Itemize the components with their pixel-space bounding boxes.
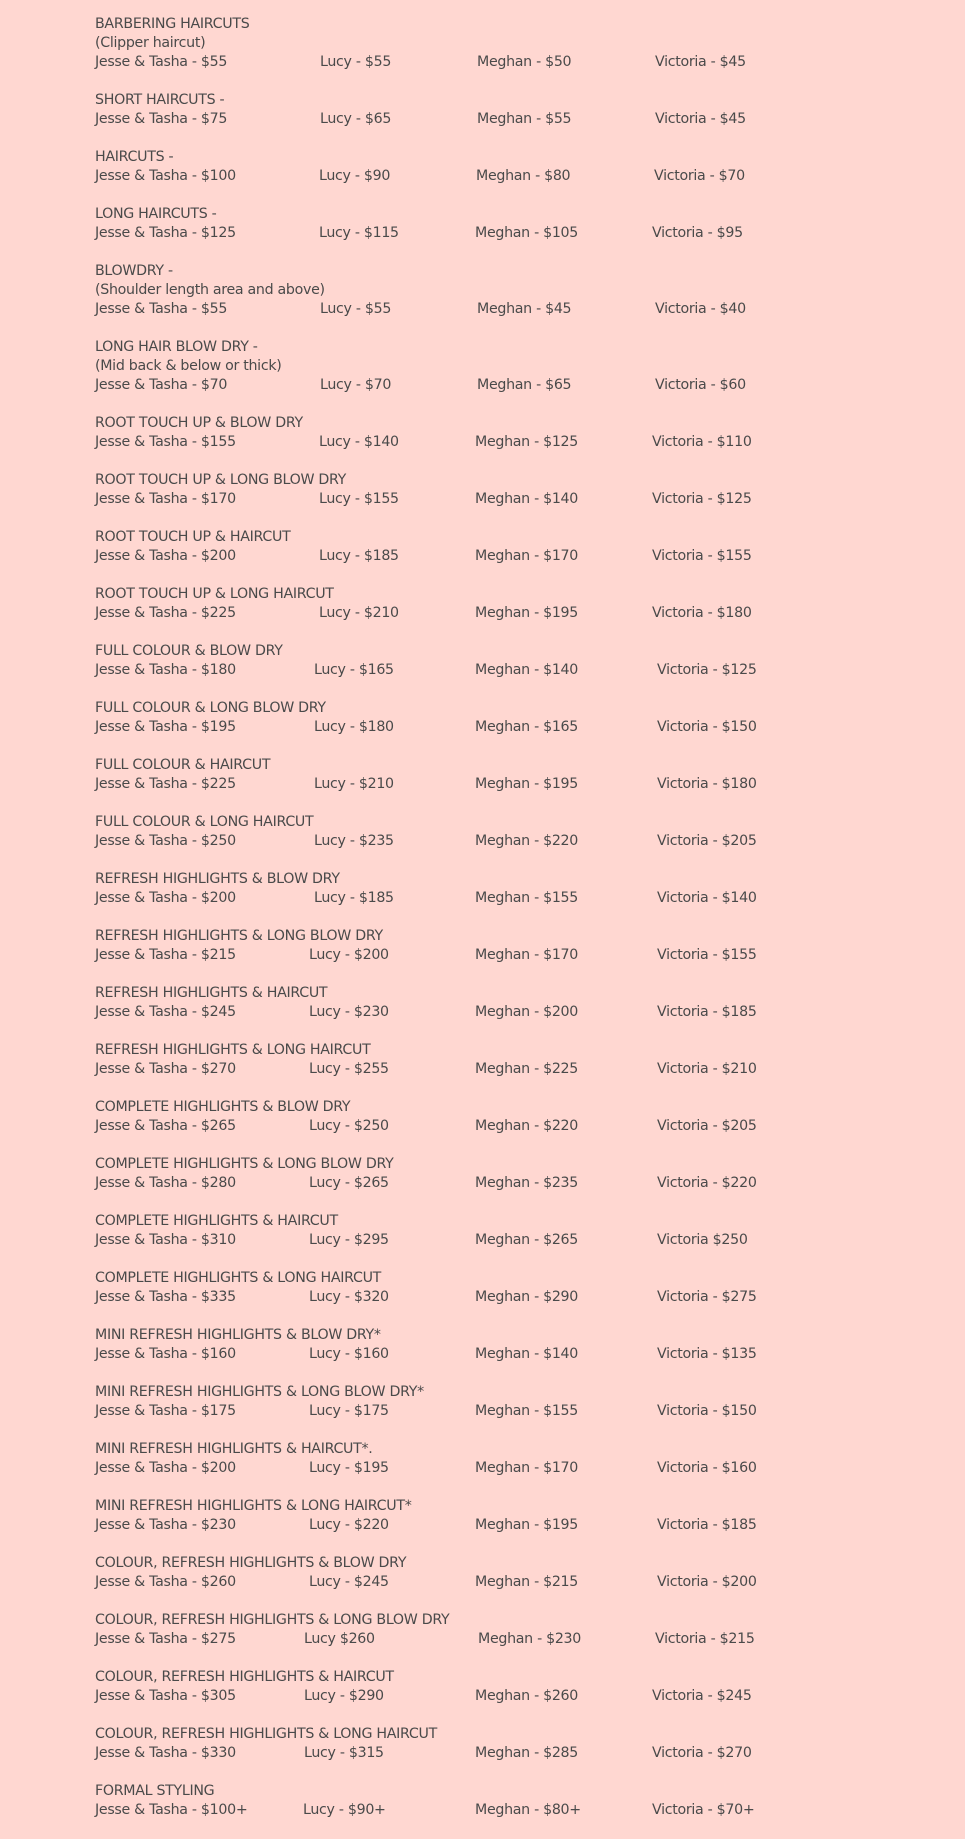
service-item <box>95 1440 955 1497</box>
price-row <box>95 718 955 737</box>
price-row <box>95 1687 955 1706</box>
price-row <box>95 1345 955 1364</box>
price-row <box>95 547 955 566</box>
service-note: (Shoulder length area and above) <box>95 282 325 298</box>
service-item <box>95 1212 955 1269</box>
price-jesse-tasha: Jesse & Tasha - $195 <box>95 719 236 735</box>
price-row <box>95 433 955 452</box>
service-item <box>95 1383 955 1440</box>
price-meghan: Meghan - $125 <box>475 434 578 450</box>
price-victoria: Victoria - $125 <box>652 491 752 507</box>
price-jesse-tasha: Jesse & Tasha - $125 <box>95 225 236 241</box>
service-item <box>95 1326 955 1383</box>
service-name: REFRESH HIGHLIGHTS & BLOW DRY <box>95 871 340 887</box>
service-item <box>95 414 955 471</box>
service-name: FULL COLOUR & BLOW DRY <box>95 643 283 659</box>
price-meghan: Meghan - $230 <box>478 1631 581 1647</box>
price-meghan: Meghan - $80 <box>476 168 571 184</box>
price-lucy: Lucy - $295 <box>309 1232 389 1248</box>
price-row <box>95 1459 955 1478</box>
price-victoria: Victoria - $215 <box>655 1631 755 1647</box>
price-row <box>95 946 955 965</box>
service-item <box>95 1554 955 1611</box>
service-item <box>95 585 955 642</box>
price-meghan: Meghan - $285 <box>475 1745 578 1761</box>
price-victoria: Victoria - $110 <box>652 434 752 450</box>
price-row <box>95 1231 955 1250</box>
service-item <box>95 1611 955 1668</box>
price-meghan: Meghan - $200 <box>475 1004 578 1020</box>
price-lucy: Lucy - $155 <box>319 491 399 507</box>
price-row <box>95 1174 955 1193</box>
price-lucy: Lucy - $65 <box>320 111 392 127</box>
price-lucy: Lucy - $245 <box>309 1574 389 1590</box>
price-victoria: Victoria - $180 <box>652 605 752 621</box>
price-jesse-tasha: Jesse & Tasha - $305 <box>95 1688 236 1704</box>
service-name: BARBERING HAIRCUTS <box>95 16 250 32</box>
price-row <box>95 1060 955 1079</box>
price-jesse-tasha: Jesse & Tasha - $170 <box>95 491 236 507</box>
service-item <box>95 1725 955 1782</box>
price-jesse-tasha: Jesse & Tasha - $280 <box>95 1175 236 1191</box>
price-jesse-tasha: Jesse & Tasha - $245 <box>95 1004 236 1020</box>
service-item <box>95 1269 955 1326</box>
price-meghan: Meghan - $45 <box>477 301 572 317</box>
price-lucy: Lucy - $175 <box>309 1403 389 1419</box>
price-victoria: Victoria - $60 <box>655 377 746 393</box>
service-name: COLOUR, REFRESH HIGHLIGHTS & LONG BLOW DRY <box>95 1612 450 1628</box>
service-name: COLOUR, REFRESH HIGHLIGHTS & HAIRCUT <box>95 1669 394 1685</box>
price-victoria: Victoria - $70 <box>654 168 745 184</box>
price-victoria: Victoria - $200 <box>657 1574 757 1590</box>
price-row <box>95 1402 955 1421</box>
service-item <box>95 205 955 262</box>
price-lucy: Lucy - $90+ <box>303 1802 386 1818</box>
service-item <box>95 1098 955 1155</box>
price-victoria: Victoria - $95 <box>652 225 743 241</box>
price-victoria: Victoria - $40 <box>655 301 746 317</box>
price-victoria: Victoria - $185 <box>657 1004 757 1020</box>
price-row <box>95 110 955 129</box>
price-lucy: Lucy - $235 <box>314 833 394 849</box>
price-lucy: Lucy - $320 <box>309 1289 389 1305</box>
service-name: ROOT TOUCH UP & HAIRCUT <box>95 529 291 545</box>
service-note: (Clipper haircut) <box>95 35 206 51</box>
price-jesse-tasha: Jesse & Tasha - $230 <box>95 1517 236 1533</box>
service-name: LONG HAIR BLOW DRY - <box>95 339 258 355</box>
price-victoria: Victoria - $185 <box>657 1517 757 1533</box>
price-meghan: Meghan - $225 <box>475 1061 578 1077</box>
price-jesse-tasha: Jesse & Tasha - $310 <box>95 1232 236 1248</box>
service-name: COMPLETE HIGHLIGHTS & BLOW DRY <box>95 1099 351 1115</box>
price-lucy: Lucy - $290 <box>304 1688 384 1704</box>
price-meghan: Meghan - $170 <box>475 947 578 963</box>
price-meghan: Meghan - $260 <box>475 1688 578 1704</box>
service-name: FORMAL STYLING <box>95 1783 215 1799</box>
price-meghan: Meghan - $195 <box>475 1517 578 1533</box>
service-name: MINI REFRESH HIGHLIGHTS & LONG BLOW DRY* <box>95 1384 424 1400</box>
price-jesse-tasha: Jesse & Tasha - $200 <box>95 890 236 906</box>
price-victoria: Victoria - $140 <box>657 890 757 906</box>
price-jesse-tasha: Jesse & Tasha - $75 <box>95 111 228 127</box>
price-meghan: Meghan - $195 <box>475 605 578 621</box>
price-lucy: Lucy - $200 <box>309 947 389 963</box>
price-victoria: Victoria - $150 <box>657 719 757 735</box>
service-name: REFRESH HIGHLIGHTS & LONG HAIRCUT <box>95 1042 371 1058</box>
price-victoria: Victoria - $205 <box>657 833 757 849</box>
service-name: BLOWDRY - <box>95 263 173 279</box>
price-lucy: Lucy - $210 <box>314 776 394 792</box>
price-jesse-tasha: Jesse & Tasha - $270 <box>95 1061 236 1077</box>
price-meghan: Meghan - $65 <box>477 377 572 393</box>
price-jesse-tasha: Jesse & Tasha - $330 <box>95 1745 236 1761</box>
price-meghan: Meghan - $140 <box>475 662 578 678</box>
price-lucy: Lucy - $165 <box>314 662 394 678</box>
price-meghan: Meghan - $140 <box>475 1346 578 1362</box>
price-row <box>95 1630 955 1649</box>
price-row <box>95 376 955 395</box>
price-meghan: Meghan - $290 <box>475 1289 578 1305</box>
price-victoria: Victoria - $245 <box>652 1688 752 1704</box>
price-victoria: Victoria - $70+ <box>652 1802 755 1818</box>
price-meghan: Meghan - $170 <box>475 548 578 564</box>
price-lucy: Lucy - $315 <box>304 1745 384 1761</box>
price-row <box>95 1801 955 1820</box>
service-item <box>95 1782 955 1839</box>
price-jesse-tasha: Jesse & Tasha - $160 <box>95 1346 236 1362</box>
price-lucy: Lucy - $265 <box>309 1175 389 1191</box>
price-meghan: Meghan - $50 <box>477 54 572 70</box>
service-name: MINI REFRESH HIGHLIGHTS & LONG HAIRCUT* <box>95 1498 412 1514</box>
service-name: ROOT TOUCH UP & BLOW DRY <box>95 415 303 431</box>
service-item <box>95 1041 955 1098</box>
service-name: COMPLETE HIGHLIGHTS & LONG BLOW DRY <box>95 1156 394 1172</box>
service-item <box>95 15 955 91</box>
price-jesse-tasha: Jesse & Tasha - $225 <box>95 605 236 621</box>
price-row <box>95 1003 955 1022</box>
service-item <box>95 91 955 148</box>
service-item <box>95 699 955 756</box>
price-meghan: Meghan - $80+ <box>475 1802 581 1818</box>
service-item <box>95 338 955 414</box>
price-row <box>95 300 955 319</box>
price-meghan: Meghan - $155 <box>475 1403 578 1419</box>
price-row <box>95 1288 955 1307</box>
service-name: REFRESH HIGHLIGHTS & HAIRCUT <box>95 985 328 1001</box>
service-item <box>95 148 955 205</box>
price-jesse-tasha: Jesse & Tasha - $260 <box>95 1574 236 1590</box>
service-item <box>95 642 955 699</box>
price-row <box>95 1117 955 1136</box>
price-victoria: Victoria - $270 <box>652 1745 752 1761</box>
service-name: COMPLETE HIGHLIGHTS & HAIRCUT <box>95 1213 338 1229</box>
service-item <box>95 1668 955 1725</box>
price-jesse-tasha: Jesse & Tasha - $225 <box>95 776 236 792</box>
price-meghan: Meghan - $265 <box>475 1232 578 1248</box>
price-lucy: Lucy - $185 <box>314 890 394 906</box>
price-jesse-tasha: Jesse & Tasha - $265 <box>95 1118 236 1134</box>
service-name: COLOUR, REFRESH HIGHLIGHTS & LONG HAIRCUT <box>95 1726 437 1742</box>
price-victoria: Victoria - $220 <box>657 1175 757 1191</box>
service-name: COLOUR, REFRESH HIGHLIGHTS & BLOW DRY <box>95 1555 407 1571</box>
price-lucy: Lucy - $70 <box>320 377 392 393</box>
price-lucy: Lucy - $230 <box>309 1004 389 1020</box>
price-meghan: Meghan - $220 <box>475 833 578 849</box>
price-victoria: Victoria $250 <box>657 1232 748 1248</box>
service-name: MINI REFRESH HIGHLIGHTS & BLOW DRY* <box>95 1327 381 1343</box>
price-victoria: Victoria - $180 <box>657 776 757 792</box>
service-name: SHORT HAIRCUTS - <box>95 92 225 108</box>
price-lucy: Lucy - $220 <box>309 1517 389 1533</box>
price-row <box>95 490 955 509</box>
price-list <box>95 15 955 1839</box>
service-name: REFRESH HIGHLIGHTS & LONG BLOW DRY <box>95 928 383 944</box>
service-name: LONG HAIRCUTS - <box>95 206 217 222</box>
price-jesse-tasha: Jesse & Tasha - $200 <box>95 1460 236 1476</box>
price-victoria: Victoria - $205 <box>657 1118 757 1134</box>
price-lucy: Lucy $260 <box>304 1631 375 1647</box>
price-jesse-tasha: Jesse & Tasha - $70 <box>95 377 228 393</box>
price-victoria: Victoria - $275 <box>657 1289 757 1305</box>
price-row <box>95 889 955 908</box>
price-victoria: Victoria - $155 <box>657 947 757 963</box>
price-row <box>95 1516 955 1535</box>
price-jesse-tasha: Jesse & Tasha - $100 <box>95 168 236 184</box>
price-lucy: Lucy - $250 <box>309 1118 389 1134</box>
price-meghan: Meghan - $165 <box>475 719 578 735</box>
service-item <box>95 870 955 927</box>
price-meghan: Meghan - $215 <box>475 1574 578 1590</box>
service-item <box>95 262 955 338</box>
price-lucy: Lucy - $210 <box>319 605 399 621</box>
price-meghan: Meghan - $140 <box>475 491 578 507</box>
price-row <box>95 167 955 186</box>
price-victoria: Victoria - $45 <box>655 54 746 70</box>
price-row <box>95 604 955 623</box>
price-jesse-tasha: Jesse & Tasha - $55 <box>95 54 228 70</box>
price-row <box>95 1744 955 1763</box>
price-lucy: Lucy - $160 <box>309 1346 389 1362</box>
price-jesse-tasha: Jesse & Tasha - $100+ <box>95 1802 248 1818</box>
price-row <box>95 832 955 851</box>
price-jesse-tasha: Jesse & Tasha - $175 <box>95 1403 236 1419</box>
service-item <box>95 813 955 870</box>
price-row <box>95 224 955 243</box>
price-victoria: Victoria - $45 <box>655 111 746 127</box>
price-victoria: Victoria - $150 <box>657 1403 757 1419</box>
service-name: FULL COLOUR & HAIRCUT <box>95 757 271 773</box>
service-name: COMPLETE HIGHLIGHTS & LONG HAIRCUT <box>95 1270 382 1286</box>
price-jesse-tasha: Jesse & Tasha - $180 <box>95 662 236 678</box>
price-lucy: Lucy - $185 <box>319 548 399 564</box>
price-row <box>95 775 955 794</box>
service-item <box>95 984 955 1041</box>
price-victoria: Victoria - $210 <box>657 1061 757 1077</box>
price-row <box>95 53 955 72</box>
price-jesse-tasha: Jesse & Tasha - $215 <box>95 947 236 963</box>
service-name: FULL COLOUR & LONG BLOW DRY <box>95 700 326 716</box>
price-meghan: Meghan - $235 <box>475 1175 578 1191</box>
service-name: HAIRCUTS - <box>95 149 174 165</box>
price-lucy: Lucy - $55 <box>320 54 392 70</box>
service-item <box>95 1155 955 1212</box>
price-jesse-tasha: Jesse & Tasha - $155 <box>95 434 236 450</box>
price-row <box>95 1573 955 1592</box>
price-meghan: Meghan - $55 <box>477 111 572 127</box>
price-victoria: Victoria - $160 <box>657 1460 757 1476</box>
price-lucy: Lucy - $90 <box>319 168 391 184</box>
price-meghan: Meghan - $195 <box>475 776 578 792</box>
service-name: FULL COLOUR & LONG HAIRCUT <box>95 814 314 830</box>
service-name: ROOT TOUCH UP & LONG BLOW DRY <box>95 472 347 488</box>
price-meghan: Meghan - $155 <box>475 890 578 906</box>
price-jesse-tasha: Jesse & Tasha - $200 <box>95 548 236 564</box>
price-lucy: Lucy - $55 <box>320 301 392 317</box>
service-name: MINI REFRESH HIGHLIGHTS & HAIRCUT*. <box>95 1441 373 1457</box>
price-lucy: Lucy - $140 <box>319 434 399 450</box>
price-jesse-tasha: Jesse & Tasha - $335 <box>95 1289 236 1305</box>
service-name: ROOT TOUCH UP & LONG HAIRCUT <box>95 586 334 602</box>
service-item <box>95 471 955 528</box>
price-lucy: Lucy - $180 <box>314 719 394 735</box>
price-lucy: Lucy - $195 <box>309 1460 389 1476</box>
price-victoria: Victoria - $155 <box>652 548 752 564</box>
price-meghan: Meghan - $170 <box>475 1460 578 1476</box>
price-jesse-tasha: Jesse & Tasha - $250 <box>95 833 236 849</box>
price-jesse-tasha: Jesse & Tasha - $55 <box>95 301 228 317</box>
service-item <box>95 1497 955 1554</box>
price-jesse-tasha: Jesse & Tasha - $275 <box>95 1631 236 1647</box>
price-meghan: Meghan - $220 <box>475 1118 578 1134</box>
price-row <box>95 661 955 680</box>
service-item <box>95 528 955 585</box>
service-note: (Mid back & below or thick) <box>95 358 282 374</box>
price-victoria: Victoria - $135 <box>657 1346 757 1362</box>
service-item <box>95 927 955 984</box>
price-lucy: Lucy - $115 <box>319 225 399 241</box>
price-lucy: Lucy - $255 <box>309 1061 389 1077</box>
service-item <box>95 756 955 813</box>
price-meghan: Meghan - $105 <box>475 225 578 241</box>
price-victoria: Victoria - $125 <box>657 662 757 678</box>
